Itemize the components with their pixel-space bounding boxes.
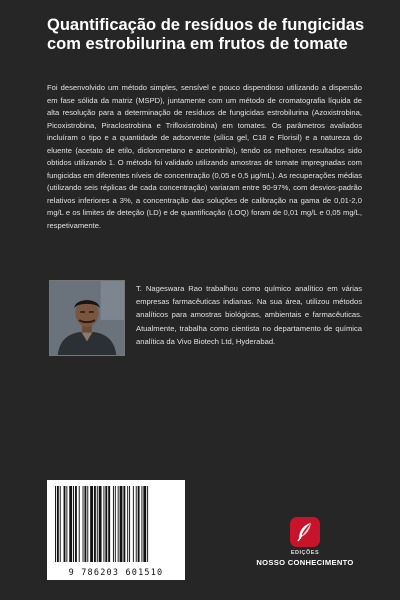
author-bio: T. Nageswara Rao trabalhou como químico analítico em várias empresas farmacêuticas indianas. Na sua área, utilizou métodos analíticos para amostras biológicas, ambientais e farmacêuticas. Atualmente, trabalha como cientista no departamento de química analítica da Vivo Biotech Ltd, Hyderabad. [136, 284, 362, 346]
feather-icon [290, 517, 320, 547]
isbn-barcode [47, 480, 185, 580]
book-title: Quantificação de resíduos de fungicidas com estrobilurina em frutos de tomate [47, 16, 365, 53]
publisher-logo [255, 517, 355, 567]
book-abstract: Foi desenvolvido um método simples, sensível e pouco dispendioso utilizando a dispersão em fase sólida da matriz (MSPD), juntamente com um método de cromatografia líquida de alta resolução para a determinação de resíduos de fungicidas estrobilurina (Azoxistrobina, Picoxistrobina, Piraclostrobina e Trifloxistrobina) em tomates. Os parâmetros avaliados incluíram o tipo e a quantidade de adsorvente (sílica gel, C18 e Florisil) e a natureza do eluente (acetato de etilo, diclorometano e acetonitrilo), tendo os melhores resultados sido obtidos utilizando 1. O método foi validado utilizando amostras de tomate impregnadas com fungicidas em diferentes níveis de concentração (0,05 e 0,5 µg/mL). As recuperações médias (utilizando seis réplicas de cada concentração) variaram entre 90-97%, com desvios-padrão relativos inferiores a 3%, a concentração das soluções de calibração na gama de 0,01-2,0 mg/L e os limites de deteção (LD) e de quantificação (LOQ) foram de 0,01 mg/L e 0,05 mg/L, respetivamente. [47, 83, 362, 230]
publisher-line-1: EDIÇÕES [290, 550, 320, 556]
publisher-name: NOSSO CONHECIMENTO [256, 558, 354, 567]
author-photo [49, 280, 125, 356]
isbn-digits: 9 786203 601510 [68, 568, 164, 578]
